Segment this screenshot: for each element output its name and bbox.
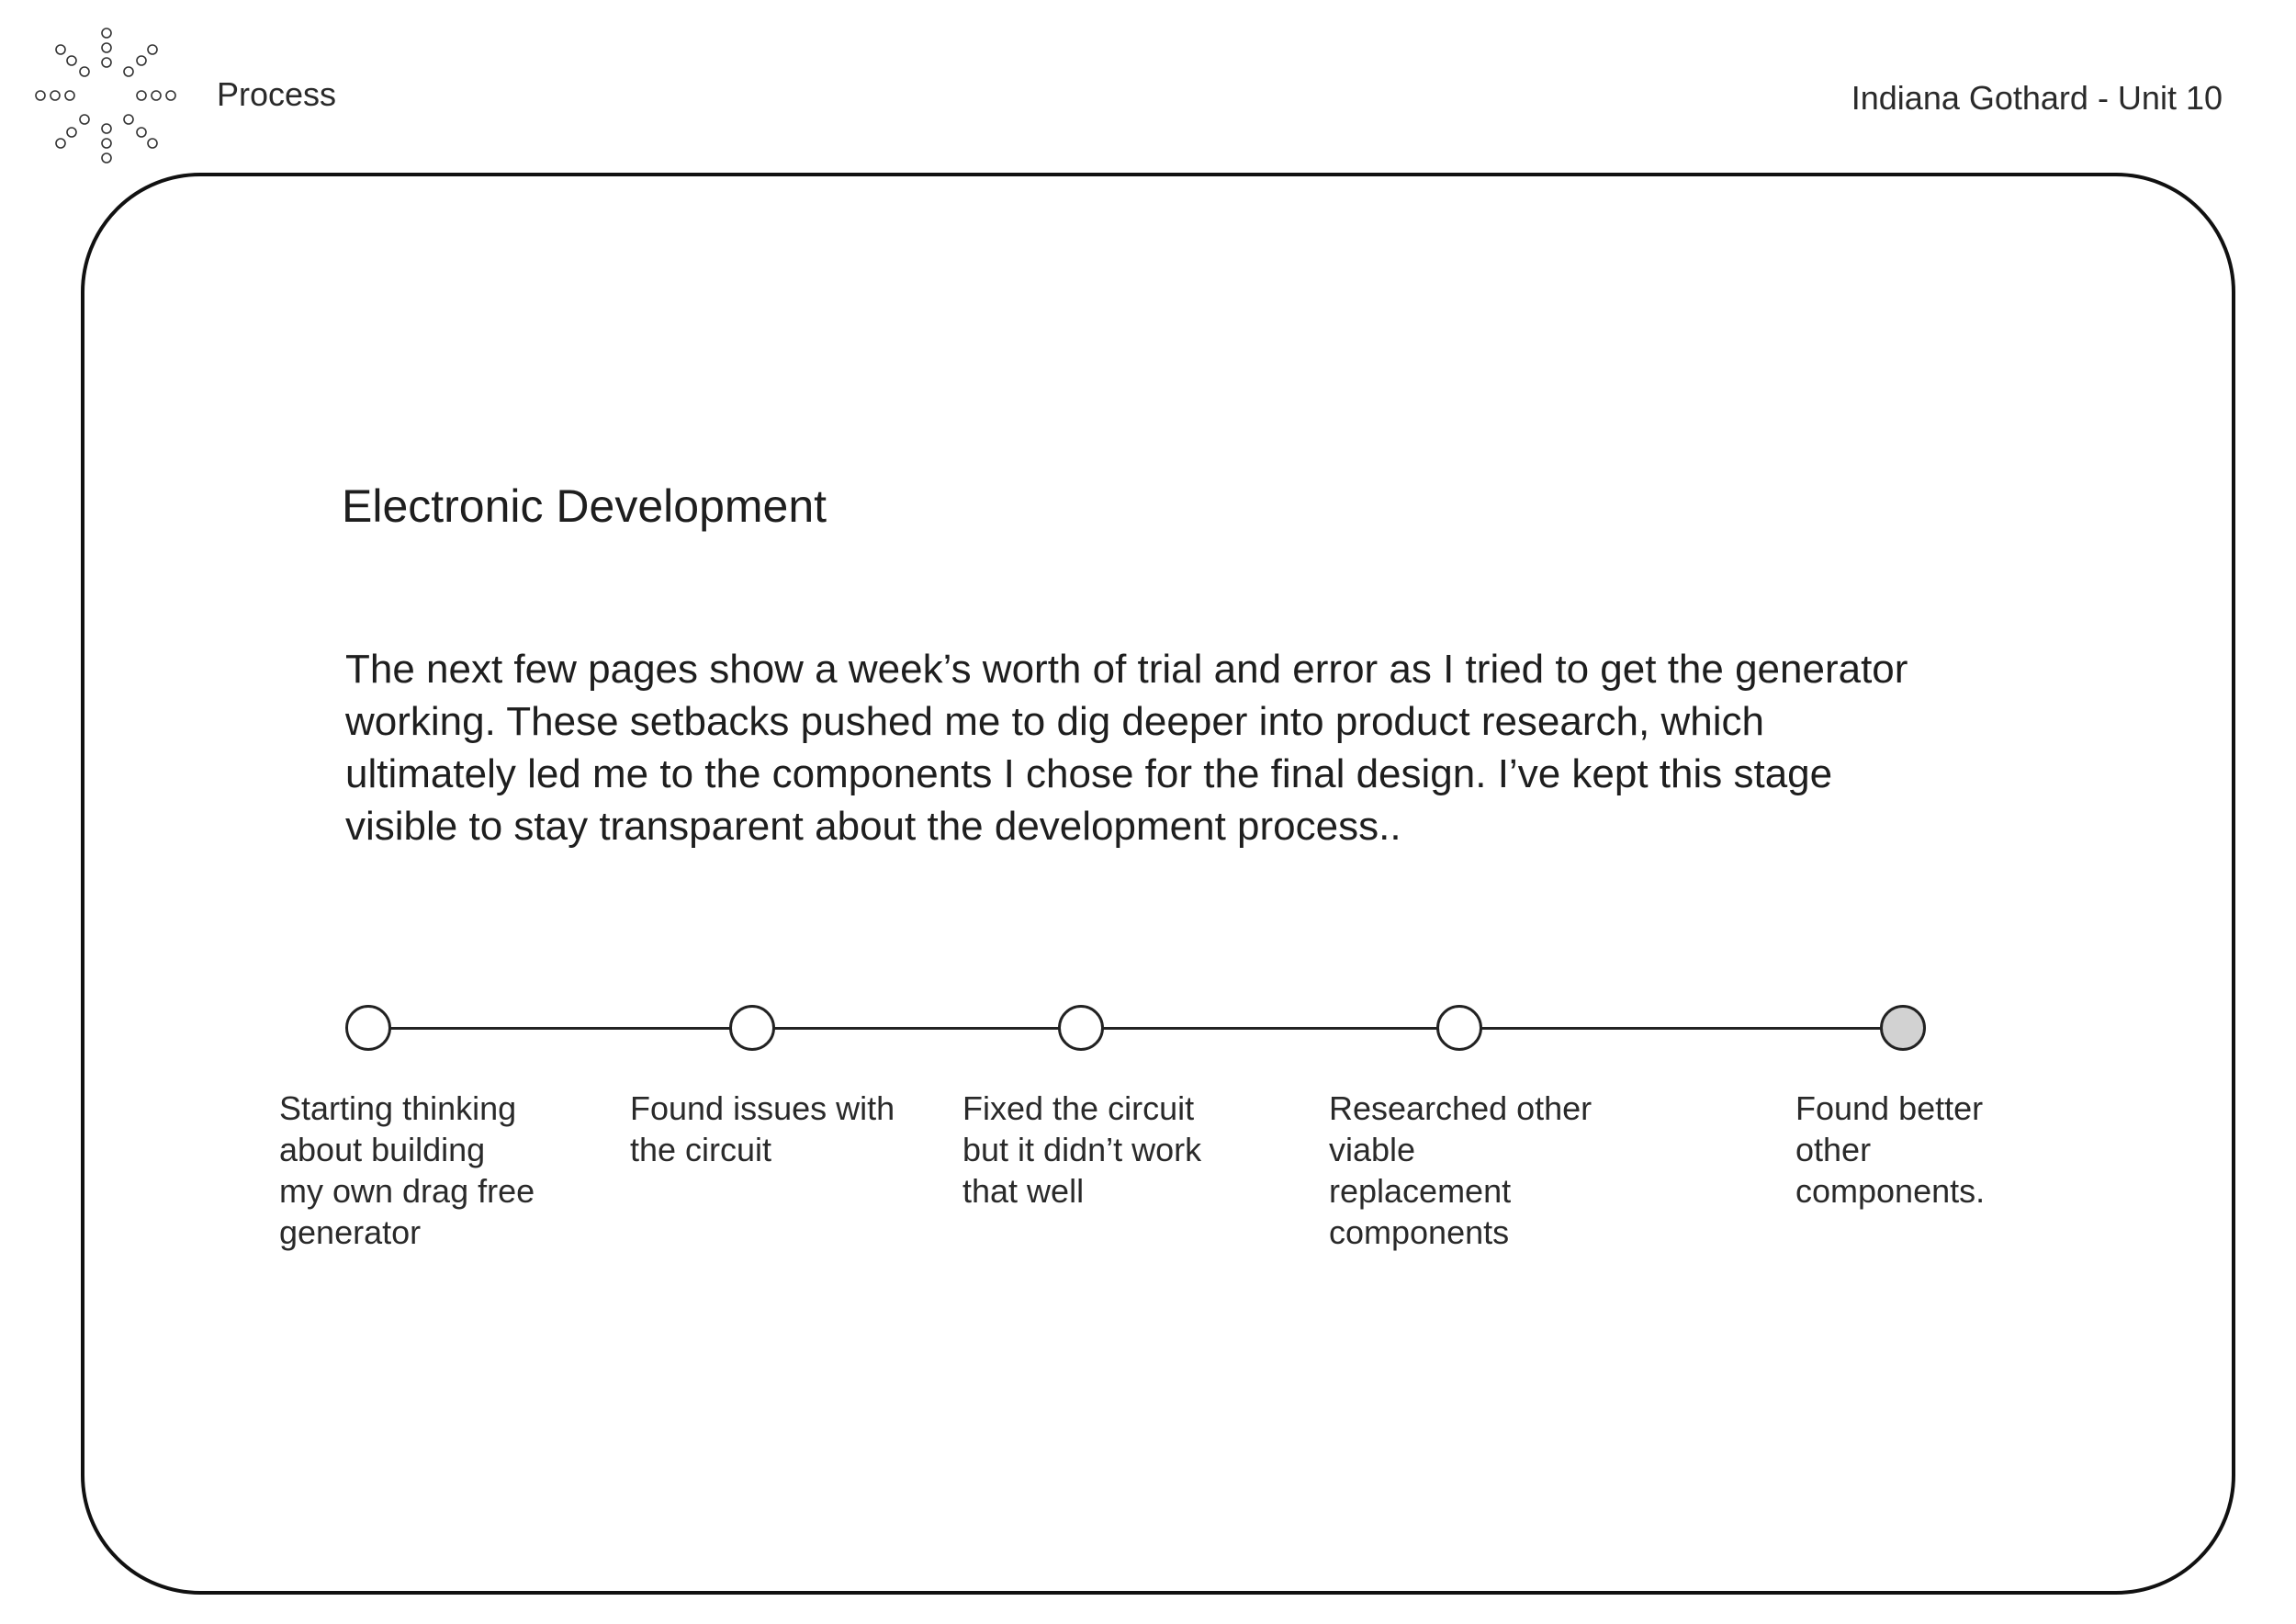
section-label: Process: [217, 75, 337, 113]
page-title: Electronic Development: [342, 480, 827, 532]
author-label: Indiana Gothard - Unit 10: [1851, 79, 2223, 117]
content-card: [81, 173, 2235, 1595]
milestone-label: Found better other components.: [1795, 1089, 1986, 1210]
dotted-flower-logo-icon: [33, 26, 180, 173]
milestone-label: Fixed the circuit but it didn’t work that well: [962, 1089, 1202, 1210]
intro-paragraph: The next few pages show a week’s worth of trial and error as I tried to get the generator working. These setbacks pushed me to dig deeper into product research, which ultimately led me to the components I chose for the final design. I’ve kept this stage visible to stay transparent about the development process..: [345, 647, 1908, 849]
milestone-label: Found issues with the circuit: [630, 1089, 895, 1168]
milestone-label: Researched other viable replacement components: [1329, 1089, 1593, 1251]
milestone-label: Starting thinking about building my own drag free generator: [279, 1089, 535, 1251]
